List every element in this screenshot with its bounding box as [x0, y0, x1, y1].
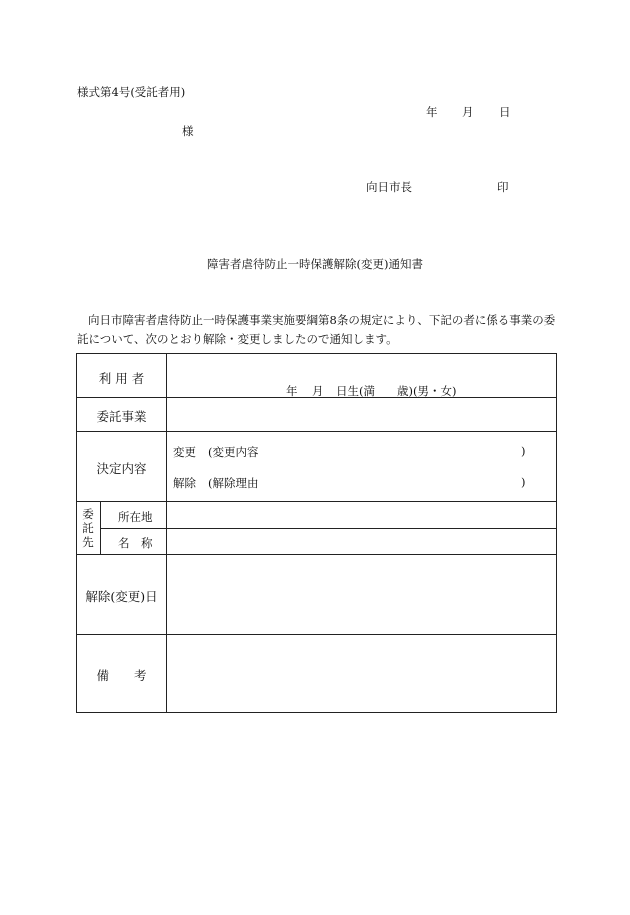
- change-label: 変更: [173, 445, 196, 459]
- change-close-paren: ): [521, 444, 526, 458]
- birth-year-label: 年: [286, 384, 298, 398]
- notice-table: [76, 353, 557, 713]
- cancel-close-paren: ): [521, 475, 526, 489]
- cancel-label: 解除: [173, 476, 196, 490]
- seal-mark: 印: [497, 180, 509, 194]
- date-day-label: 日: [499, 105, 511, 119]
- change-content-label: (変更内容: [208, 445, 259, 459]
- name-label: 名 称: [118, 536, 153, 550]
- addressee-suffix: 様: [182, 124, 194, 138]
- decision-label: 決定内容: [96, 461, 147, 476]
- remarks-label: 備 考: [96, 668, 147, 683]
- date-year-label: 年: [426, 105, 438, 119]
- commissioned-work-label: 委託事業: [96, 409, 147, 424]
- row-divider: [77, 431, 556, 432]
- birth-day-label: 日生(満: [336, 384, 375, 398]
- column-divider: [100, 501, 101, 554]
- row-divider: [77, 501, 556, 502]
- row-divider: [77, 634, 556, 635]
- body-paragraph: 向日市障害者虐待防止一時保護事業実施要綱第8条の規定により、下記の者に係る事業の委託について、次のとおり解除・変更しましたので通知します。: [77, 313, 556, 346]
- age-unit-label: 歳)(男・女): [397, 384, 457, 398]
- issuer-name: 向日市長: [366, 180, 412, 194]
- address-label: 所在地: [118, 510, 153, 524]
- cancel-reason-label: (解除理由: [208, 476, 259, 490]
- form-number: 様式第4号(受託者用): [77, 85, 186, 99]
- row-divider: [100, 528, 556, 529]
- cancel-date-label: 解除(変更)日: [85, 589, 158, 604]
- birth-month-label: 月: [312, 384, 324, 398]
- contractor-group-label: 委託先: [82, 507, 94, 549]
- row-divider: [77, 554, 556, 555]
- user-label: 利 用 者: [98, 371, 145, 386]
- document-title: 障害者虐待防止一時保護解除(変更)通知書: [207, 257, 423, 271]
- date-month-label: 月: [462, 105, 474, 119]
- column-divider: [166, 354, 167, 712]
